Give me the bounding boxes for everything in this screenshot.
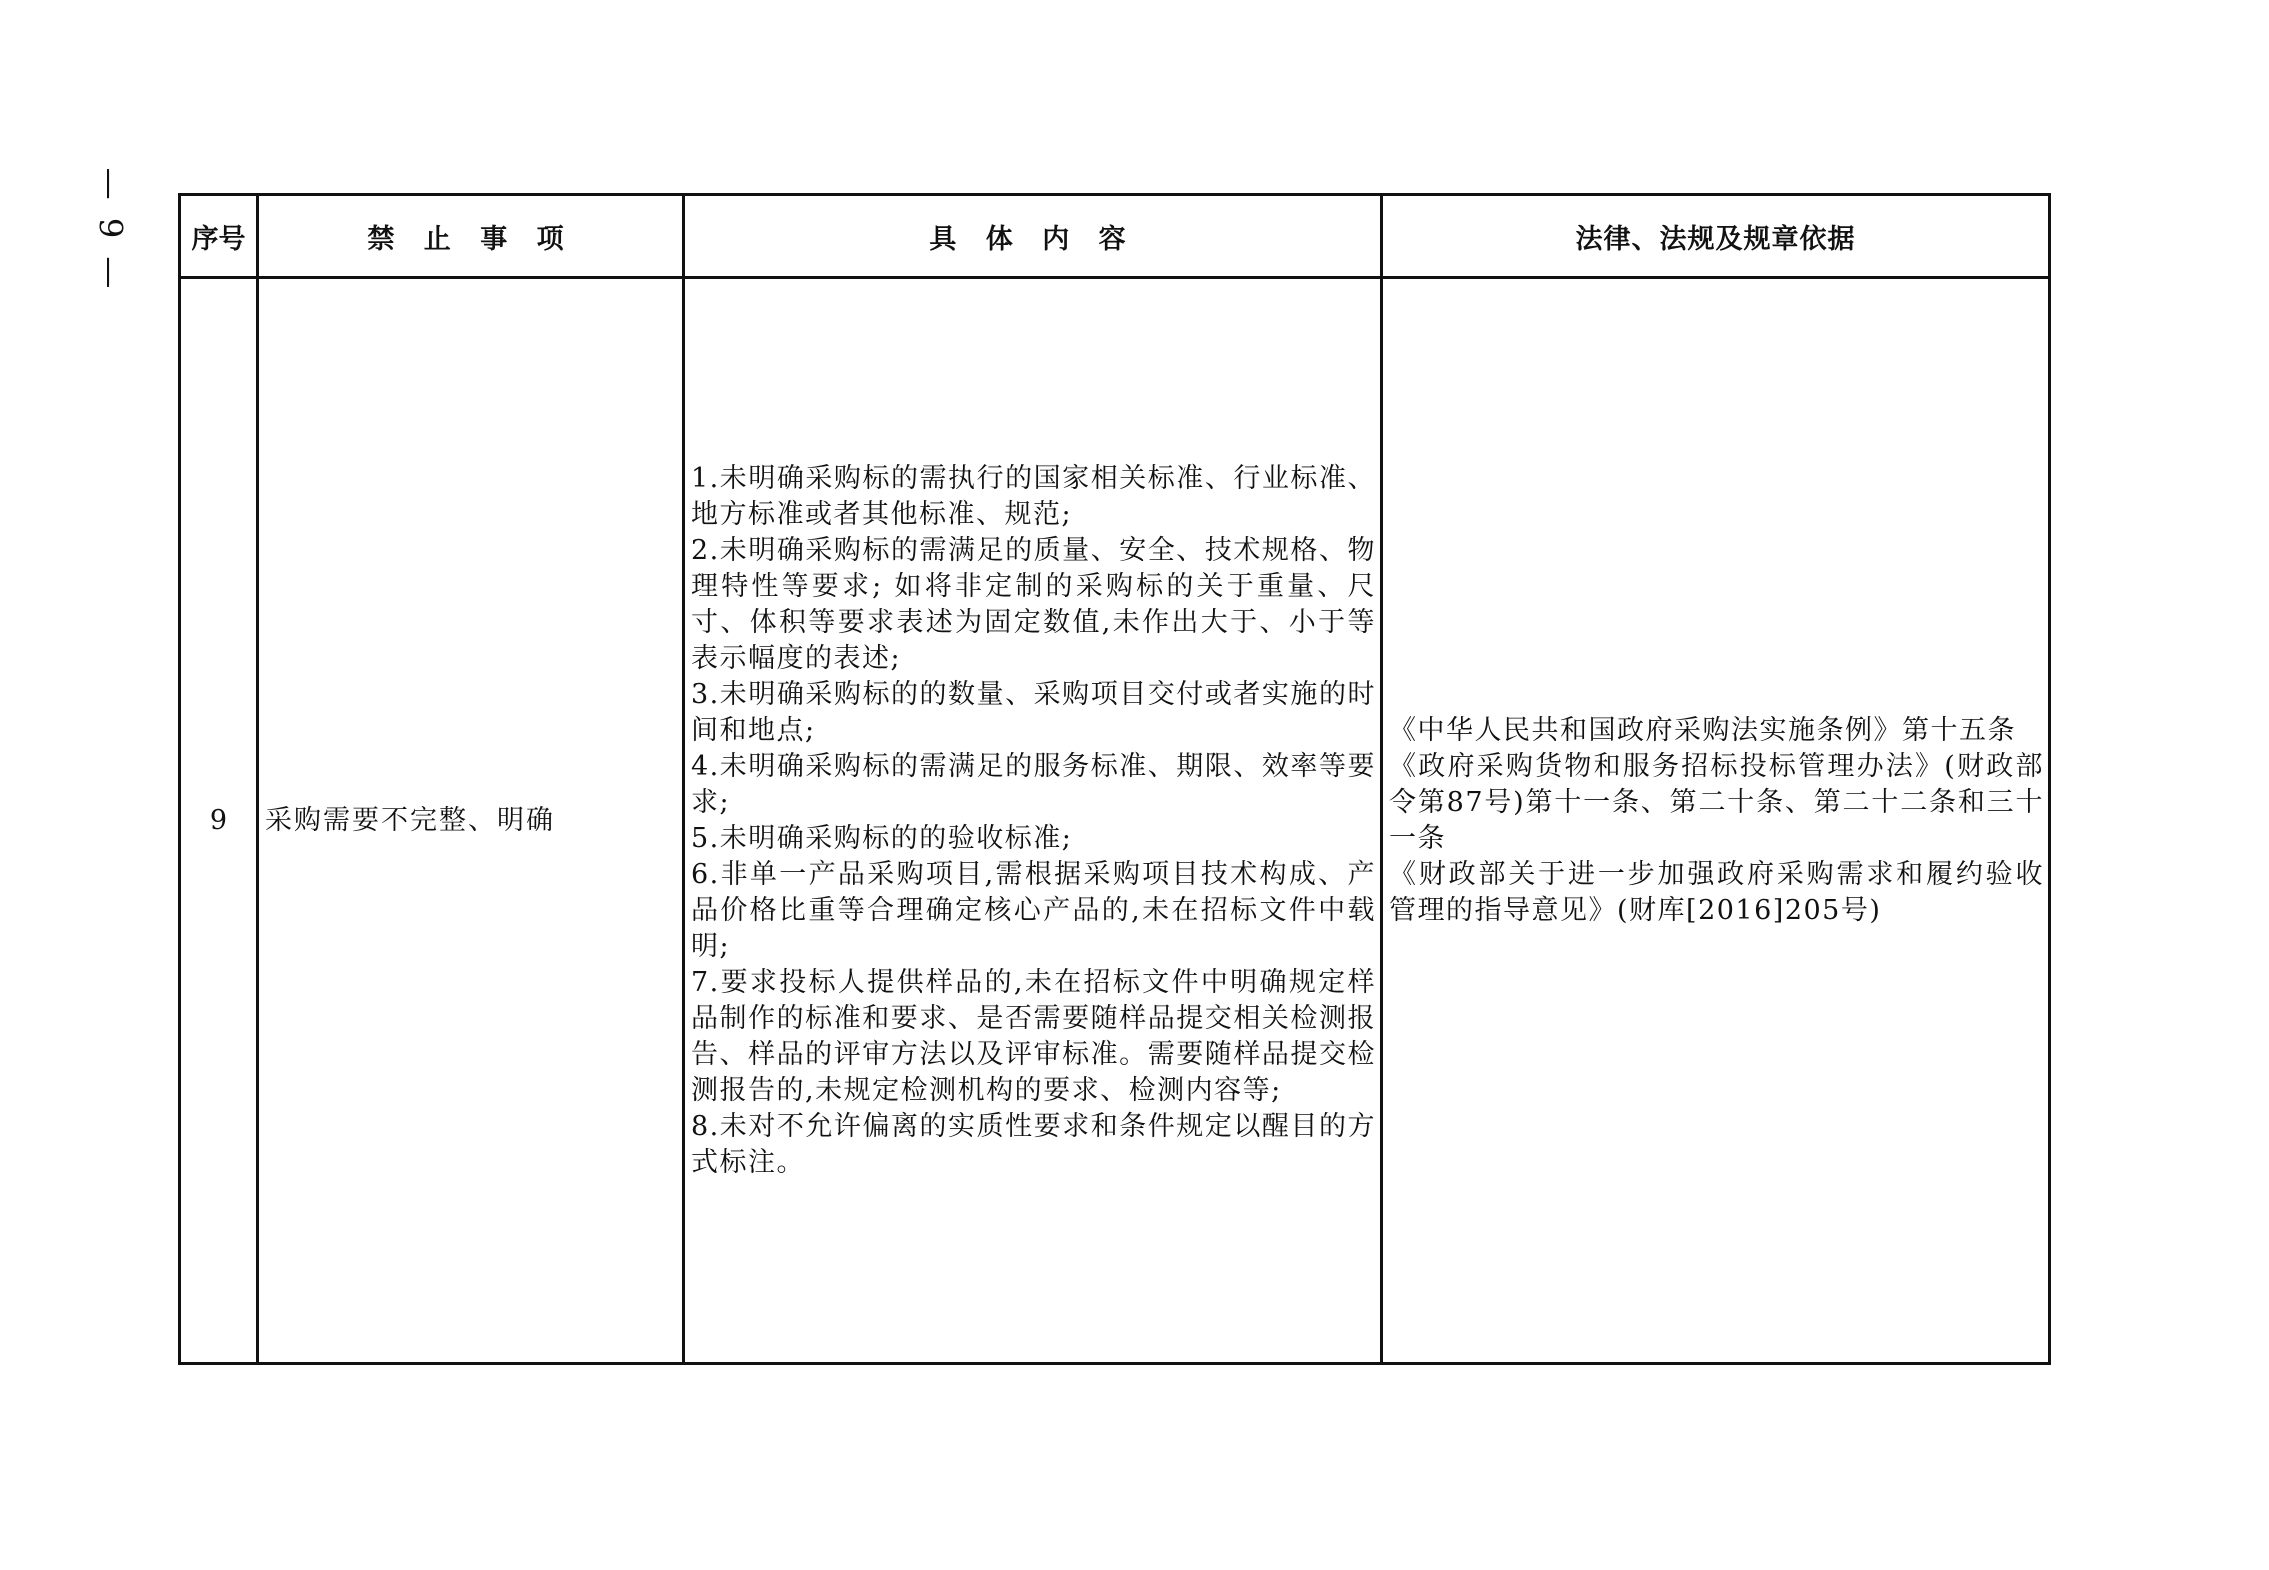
row-specific-content	[684, 278, 1382, 1364]
header-prohibited-matter: 禁 止 事 项	[258, 195, 684, 278]
content-item-2: 2.未明确采购标的需满足的质量、安全、技术规格、物理特性等要求; 如将非定制的采购标的关于重量、尺寸、体积等要求表述为固定数值,未作出大于、小于等表示幅度的表述;	[691, 534, 1376, 674]
content-item-5: 5.未明确采购标的的验收标准;	[691, 822, 1073, 854]
content-item-6: 6.非单一产品采购项目,需根据采购项目技术构成、产品价格比重等合理确定核心产品的,未在招标文件中载明;	[691, 858, 1376, 962]
law-item-3: 《财政部关于进一步加强政府采购需求和履约验收管理的指导意见》(财库[2016]205号)	[1389, 858, 2044, 926]
header-serial-no: 序号	[180, 195, 258, 278]
content-item-8: 8.未对不允许偏离的实质性要求和条件规定以醒目的方式标注。	[691, 1110, 1376, 1178]
table-row	[180, 278, 2050, 1364]
row-legal-basis	[1382, 278, 2050, 1364]
header-specific-content: 具 体 内 容	[684, 195, 1382, 278]
law-item-1: 《中华人民共和国政府采购法实施条例》第十五条	[1389, 714, 2016, 746]
content-item-7: 7.要求投标人提供样品的,未在招标文件中明确规定样品制作的标准和要求、是否需要随样品提交相关检测报告、样品的评审方法以及评审标准。需要随样品提交检测报告的,未规定检测机构的要求、检测内容等;	[691, 966, 1376, 1106]
content-item-3: 3.未明确采购标的的数量、采购项目交付或者实施的时间和地点;	[691, 678, 1376, 746]
content-item-4: 4.未明确采购标的需满足的服务标准、期限、效率等要求;	[691, 750, 1376, 818]
table-header-row	[180, 195, 2050, 278]
prohibited-matters-table	[178, 193, 2051, 1365]
page-number-text: — 9 —	[91, 167, 130, 293]
header-legal-basis: 法律、法规及规章依据	[1382, 195, 2050, 278]
row-prohibited-matter: 采购需要不完整、明确	[258, 278, 684, 1364]
law-item-2: 《政府采购货物和服务招标投标管理办法》(财政部令第87号)第十一条、第二十条、第二十二条和三十一条	[1389, 750, 2044, 854]
row-serial-no: 9	[180, 278, 258, 1364]
page-number	[91, 167, 130, 293]
content-item-1: 1.未明确采购标的需执行的国家相关标准、行业标准、地方标准或者其他标准、规范;	[691, 462, 1376, 530]
